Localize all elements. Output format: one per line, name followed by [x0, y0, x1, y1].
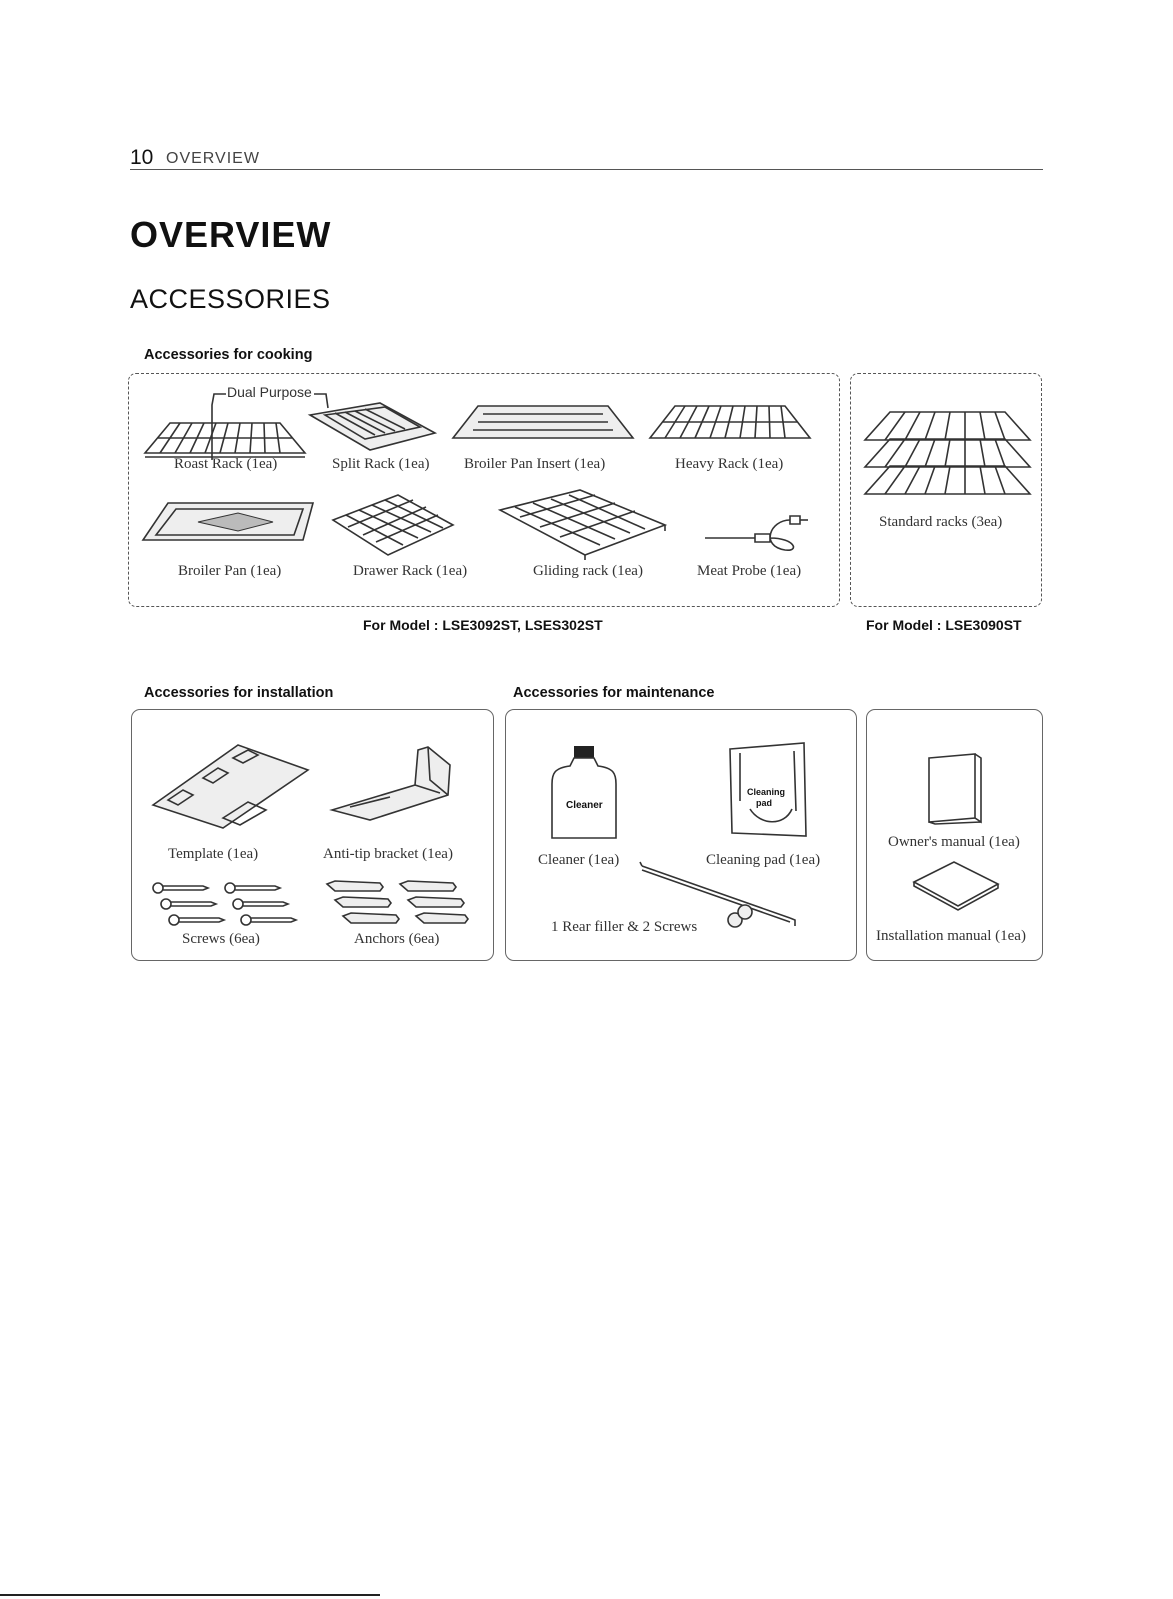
cleaning-pad-label-2: pad	[756, 798, 773, 808]
caption-screws: Screws (6ea)	[182, 931, 260, 947]
caption-cleaning-pad: Cleaning pad (1ea)	[706, 852, 821, 868]
section-subtitle: ACCESSORIES	[130, 284, 331, 314]
screws-icon	[148, 880, 298, 930]
cleaning-pad-label-1: Cleaning	[747, 787, 786, 797]
caption-anti-tip-bracket: Anti-tip bracket (1ea)	[323, 846, 453, 862]
caption-rear-filler: 1 Rear filler & 2 Screws	[551, 919, 698, 935]
caption-cleaner: Cleaner (1ea)	[538, 852, 620, 868]
maintenance-heading: Accessories for maintenance	[513, 685, 715, 701]
page-number: 10	[130, 146, 154, 169]
installation-heading: Accessories for installation	[144, 685, 334, 701]
caption-owners-manual: Owner's manual (1ea)	[888, 834, 1020, 850]
caption-heavy-rack: Heavy Rack (1ea)	[675, 456, 784, 472]
caption-standard-racks: Standard racks (3ea)	[879, 514, 1003, 530]
caption-installation-manual: Installation manual (1ea)	[876, 928, 1026, 944]
header-rule	[130, 169, 1043, 170]
caption-template: Template (1ea)	[168, 846, 259, 862]
meat-probe-icon	[700, 510, 810, 555]
running-section-title: OVERVIEW	[166, 150, 260, 167]
anti-tip-bracket-icon	[330, 745, 470, 825]
model-label-standard: For Model : LSE3090ST	[866, 617, 1022, 633]
page-title: OVERVIEW	[130, 214, 332, 255]
owners-manual-icon	[925, 752, 985, 824]
drawer-rack-icon	[328, 490, 458, 560]
callout-lines	[0, 0, 1, 1]
bottom-rule	[0, 1594, 380, 1596]
standard-racks-icon	[860, 410, 1035, 505]
cooking-heading: Accessories for cooking	[144, 347, 313, 363]
broiler-pan-icon	[138, 495, 323, 555]
caption-broiler-pan-insert: Broiler Pan Insert (1ea)	[464, 456, 606, 472]
caption-split-rack: Split Rack (1ea)	[332, 456, 430, 472]
heavy-rack-icon	[645, 400, 815, 445]
caption-drawer-rack: Drawer Rack (1ea)	[353, 563, 468, 579]
dual-purpose-callout: Dual Purpose	[227, 384, 312, 400]
caption-broiler-pan: Broiler Pan (1ea)	[178, 563, 282, 579]
caption-gliding-rack: Gliding rack (1ea)	[533, 563, 643, 579]
template-icon	[148, 740, 313, 830]
split-rack-icon	[300, 395, 440, 455]
caption-anchors: Anchors (6ea)	[354, 931, 440, 947]
broiler-pan-insert-icon	[448, 400, 638, 445]
anchors-icon	[325, 878, 470, 930]
caption-roast-rack: Roast Rack (1ea)	[174, 456, 278, 472]
cleaner-bottle-icon	[548, 744, 620, 844]
model-label-main: For Model : LSE3092ST, LSES302ST	[363, 617, 603, 633]
installation-manual-icon	[912, 860, 1002, 910]
cleaner-bottle-label: Cleaner	[566, 800, 603, 811]
gliding-rack-icon	[495, 485, 670, 560]
caption-meat-probe: Meat Probe (1ea)	[697, 563, 802, 579]
